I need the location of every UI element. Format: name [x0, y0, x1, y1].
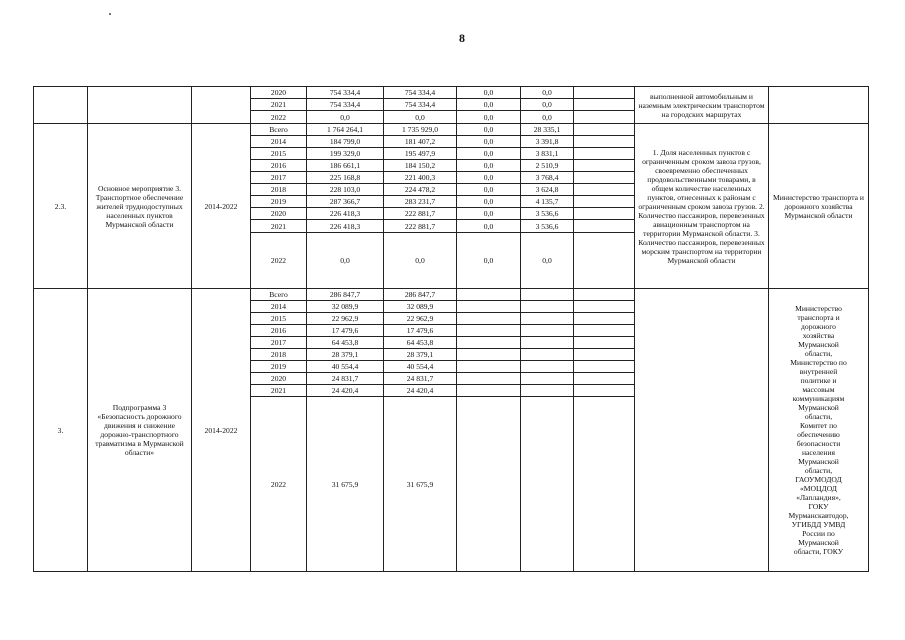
- other-sources-cell: [574, 373, 635, 385]
- year-cell: 2022: [251, 397, 307, 572]
- regional-budget-cell: 224 478,2: [384, 184, 457, 196]
- regional-budget-cell: 28 379,1: [384, 349, 457, 361]
- municipal-budget-cell: 0,0: [521, 87, 574, 99]
- regional-budget-cell: 24 831,7: [384, 373, 457, 385]
- measure-name-cell: Подпрограмма 3 «Безопасность дорожного движения и снижение дорожно-транспортного травматизма в Мурманской области»: [88, 289, 192, 572]
- year-cell: 2020: [251, 87, 307, 99]
- federal-budget-cell: [457, 325, 521, 337]
- regional-budget-cell: 22 962,9: [384, 313, 457, 325]
- executor-line: ГОКУ: [808, 502, 829, 512]
- executor-cell: Министерство транспорта и дорожного хозяйства Мурманской области: [769, 124, 869, 289]
- other-sources-cell: [574, 184, 635, 196]
- federal-budget-cell: 0,0: [457, 87, 521, 99]
- year-cell: Всего: [251, 124, 307, 136]
- federal-budget-cell: [457, 385, 521, 397]
- other-sources-cell: [574, 349, 635, 361]
- regional-budget-cell: 222 881,7: [384, 208, 457, 220]
- total-cell: 28 379,1: [307, 349, 384, 361]
- other-sources-cell: [574, 289, 635, 301]
- executor-line: Министерство по: [790, 358, 847, 368]
- year-cell: 2019: [251, 196, 307, 208]
- executor-line: «МОЦДОД: [800, 484, 837, 494]
- federal-budget-cell: 0,0: [457, 160, 521, 172]
- executor-line: области,: [804, 349, 833, 359]
- other-sources-cell: [574, 111, 635, 124]
- regional-budget-cell: 32 089,9: [384, 301, 457, 313]
- municipal-budget-cell: [521, 361, 574, 373]
- federal-budget-cell: 0,0: [457, 233, 521, 289]
- federal-budget-cell: [457, 397, 521, 572]
- municipal-budget-cell: 4 135,7: [521, 196, 574, 208]
- year-cell: 2015: [251, 148, 307, 160]
- federal-budget-cell: [457, 361, 521, 373]
- other-sources-cell: [574, 87, 635, 99]
- executor-line: населения: [801, 448, 836, 458]
- measure-name-cell: [88, 87, 192, 124]
- year-cell: 2021: [251, 385, 307, 397]
- executor-line: внутренней: [799, 367, 838, 377]
- period-cell: [192, 87, 251, 124]
- total-cell: 0,0: [307, 111, 384, 124]
- total-cell: 199 329,0: [307, 148, 384, 160]
- page-number: 8: [459, 31, 465, 45]
- municipal-budget-cell: 0,0: [521, 111, 574, 124]
- regional-budget-cell: 1 735 929,0: [384, 124, 457, 136]
- year-cell: 2014: [251, 301, 307, 313]
- year-cell: 2016: [251, 160, 307, 172]
- total-cell: 186 661,1: [307, 160, 384, 172]
- executor-cell: [769, 87, 869, 124]
- total-cell: 32 089,9: [307, 301, 384, 313]
- federal-budget-cell: 0,0: [457, 124, 521, 136]
- other-sources-cell: [574, 124, 635, 136]
- year-cell: Всего: [251, 289, 307, 301]
- year-cell: 2016: [251, 325, 307, 337]
- total-cell: 226 418,3: [307, 208, 384, 220]
- executor-line: области,: [804, 466, 833, 476]
- executor-line: УГИБДД УМВД: [791, 520, 846, 530]
- other-sources-cell: [574, 397, 635, 572]
- municipal-budget-cell: [521, 301, 574, 313]
- federal-budget-cell: 0,0: [457, 172, 521, 184]
- executor-line: ГАОУМОДОД: [795, 475, 842, 485]
- other-sources-cell: [574, 220, 635, 233]
- municipal-budget-cell: 0,0: [521, 99, 574, 111]
- total-cell: 24 831,7: [307, 373, 384, 385]
- table-body: [34, 87, 869, 572]
- regional-budget-cell: 222 881,7: [384, 220, 457, 233]
- year-cell: 2022: [251, 233, 307, 289]
- municipal-budget-cell: [521, 337, 574, 349]
- total-cell: 754 334,4: [307, 87, 384, 99]
- total-cell: 287 366,7: [307, 196, 384, 208]
- executor-line: Мурманской: [798, 538, 839, 548]
- year-cell: 2014: [251, 136, 307, 148]
- municipal-budget-cell: 3 391,8: [521, 136, 574, 148]
- other-sources-cell: [574, 148, 635, 160]
- total-cell: 286 847,7: [307, 289, 384, 301]
- municipal-budget-cell: [521, 289, 574, 301]
- federal-budget-cell: 0,0: [457, 99, 521, 111]
- regional-budget-cell: 0,0: [384, 233, 457, 289]
- municipal-budget-cell: 3 624,8: [521, 184, 574, 196]
- municipal-budget-cell: 28 335,1: [521, 124, 574, 136]
- regional-budget-cell: 17 479,6: [384, 325, 457, 337]
- year-cell: 2021: [251, 99, 307, 111]
- executor-line: массовым: [802, 385, 835, 395]
- executor-line: политике и: [800, 376, 837, 386]
- other-sources-cell: [574, 160, 635, 172]
- other-sources-cell: [574, 313, 635, 325]
- year-cell: 2020: [251, 373, 307, 385]
- period-cell: 2014-2022: [192, 124, 251, 289]
- executor-line: дорожного: [801, 322, 836, 332]
- executor-line: Мурманскавтодор,: [788, 511, 849, 521]
- municipal-budget-cell: [521, 397, 574, 572]
- municipal-budget-cell: [521, 373, 574, 385]
- year-cell: 2017: [251, 337, 307, 349]
- federal-budget-cell: 0,0: [457, 136, 521, 148]
- other-sources-cell: [574, 233, 635, 289]
- measure-name-cell: Основное мероприятие 3. Транспортное обеспечение жителей труднодоступных населенных пунктов Мурманской области: [88, 124, 192, 289]
- year-cell: 2020: [251, 208, 307, 220]
- total-cell: 22 962,9: [307, 313, 384, 325]
- row-number-cell: 2.3.: [34, 124, 88, 289]
- executor-line: обеспечению: [797, 430, 840, 440]
- total-cell: 228 103,0: [307, 184, 384, 196]
- regional-budget-cell: 24 420,4: [384, 385, 457, 397]
- regional-budget-cell: 195 497,9: [384, 148, 457, 160]
- other-sources-cell: [574, 385, 635, 397]
- executor-line: безопасности: [796, 439, 841, 449]
- total-cell: 40 554,4: [307, 361, 384, 373]
- regional-budget-cell: 64 453,8: [384, 337, 457, 349]
- year-cell: 2022: [251, 111, 307, 124]
- year-cell: 2019: [251, 361, 307, 373]
- other-sources-cell: [574, 337, 635, 349]
- municipal-budget-cell: 3 536,6: [521, 208, 574, 220]
- year-cell: 2015: [251, 313, 307, 325]
- year-cell: 2021: [251, 220, 307, 233]
- federal-budget-cell: 0,0: [457, 148, 521, 160]
- executor-cell: [769, 289, 869, 572]
- row-number-cell: 3.: [34, 289, 88, 572]
- regional-budget-cell: 754 334,4: [384, 87, 457, 99]
- federal-budget-cell: [457, 301, 521, 313]
- federal-budget-cell: 0,0: [457, 220, 521, 233]
- municipal-budget-cell: [521, 385, 574, 397]
- total-cell: 226 418,3: [307, 220, 384, 233]
- municipal-budget-cell: 0,0: [521, 233, 574, 289]
- year-cell: 2018: [251, 184, 307, 196]
- municipal-budget-cell: 3 536,6: [521, 220, 574, 233]
- executor-line: Мурманской: [798, 457, 839, 467]
- executor-line: хозяйства: [802, 331, 835, 341]
- total-cell: 0,0: [307, 233, 384, 289]
- indicators-cell: выполненной автомобильным и наземным электрическим транспортом на городских маршрутах: [635, 87, 769, 124]
- other-sources-cell: [574, 208, 635, 220]
- federal-budget-cell: 0,0: [457, 208, 521, 220]
- federal-budget-cell: [457, 313, 521, 325]
- municipal-budget-cell: [521, 349, 574, 361]
- executor-line: Министерство: [795, 304, 842, 314]
- scan-speck: [109, 13, 111, 15]
- regional-budget-cell: 221 400,3: [384, 172, 457, 184]
- other-sources-cell: [574, 172, 635, 184]
- regional-budget-cell: 0,0: [384, 111, 457, 124]
- other-sources-cell: [574, 196, 635, 208]
- executor-line: Мурманской: [798, 403, 839, 413]
- table-row: [34, 124, 869, 136]
- federal-budget-cell: 0,0: [457, 184, 521, 196]
- municipal-budget-cell: [521, 325, 574, 337]
- federal-budget-cell: [457, 349, 521, 361]
- regional-budget-cell: 181 407,2: [384, 136, 457, 148]
- regional-budget-cell: 184 150,2: [384, 160, 457, 172]
- total-cell: 754 334,4: [307, 99, 384, 111]
- executor-line: Мурманской: [798, 340, 839, 350]
- federal-budget-cell: [457, 373, 521, 385]
- total-cell: 24 420,4: [307, 385, 384, 397]
- federal-budget-cell: 0,0: [457, 196, 521, 208]
- row-number-cell: [34, 87, 88, 124]
- total-cell: 17 479,6: [307, 325, 384, 337]
- federal-budget-cell: [457, 289, 521, 301]
- municipal-budget-cell: [521, 313, 574, 325]
- executor-line: области,: [804, 412, 833, 422]
- regional-budget-cell: 40 554,4: [384, 361, 457, 373]
- regional-budget-cell: 286 847,7: [384, 289, 457, 301]
- regional-budget-cell: 31 675,9: [384, 397, 457, 572]
- executor-line: Комитет по: [800, 421, 837, 431]
- indicators-cell: 1. Доля населенных пунктов с ограниченным сроком завоза грузов, своевременно обеспеченных продовольственными товарами, в общем количестве населенных пунктов, отнесенных к районам с ограниченным сроком завоза грузов. 2. Количество пассажиров, перевезенных авиационным транспортом на территории Мурманской области. 3. Количество пассажиров, перевезенных морским транспортом на территории Мурманской области: [635, 124, 769, 289]
- regional-budget-cell: 283 231,7: [384, 196, 457, 208]
- executor-line: России по: [802, 529, 835, 539]
- federal-budget-cell: 0,0: [457, 111, 521, 124]
- indicators-cell: [635, 289, 769, 572]
- other-sources-cell: [574, 301, 635, 313]
- total-cell: 31 675,9: [307, 397, 384, 572]
- other-sources-cell: [574, 136, 635, 148]
- executor-line: транспорта и: [797, 313, 840, 323]
- total-cell: 64 453,8: [307, 337, 384, 349]
- federal-budget-cell: [457, 337, 521, 349]
- table-row: [34, 87, 869, 99]
- total-cell: 225 168,8: [307, 172, 384, 184]
- other-sources-cell: [574, 361, 635, 373]
- municipal-budget-cell: 3 831,1: [521, 148, 574, 160]
- total-cell: 1 764 264,1: [307, 124, 384, 136]
- total-cell: 184 799,0: [307, 136, 384, 148]
- year-cell: 2017: [251, 172, 307, 184]
- other-sources-cell: [574, 325, 635, 337]
- budget-table: [33, 86, 869, 572]
- executor-line: области, ГОКУ: [793, 547, 844, 557]
- municipal-budget-cell: 3 768,4: [521, 172, 574, 184]
- other-sources-cell: [574, 99, 635, 111]
- table-row: [34, 289, 869, 301]
- executor-line: «Лапландия»,: [796, 493, 841, 503]
- year-cell: 2018: [251, 349, 307, 361]
- regional-budget-cell: 754 334,4: [384, 99, 457, 111]
- period-cell: 2014-2022: [192, 289, 251, 572]
- executor-line: коммуникациям: [792, 394, 845, 404]
- municipal-budget-cell: 2 510,9: [521, 160, 574, 172]
